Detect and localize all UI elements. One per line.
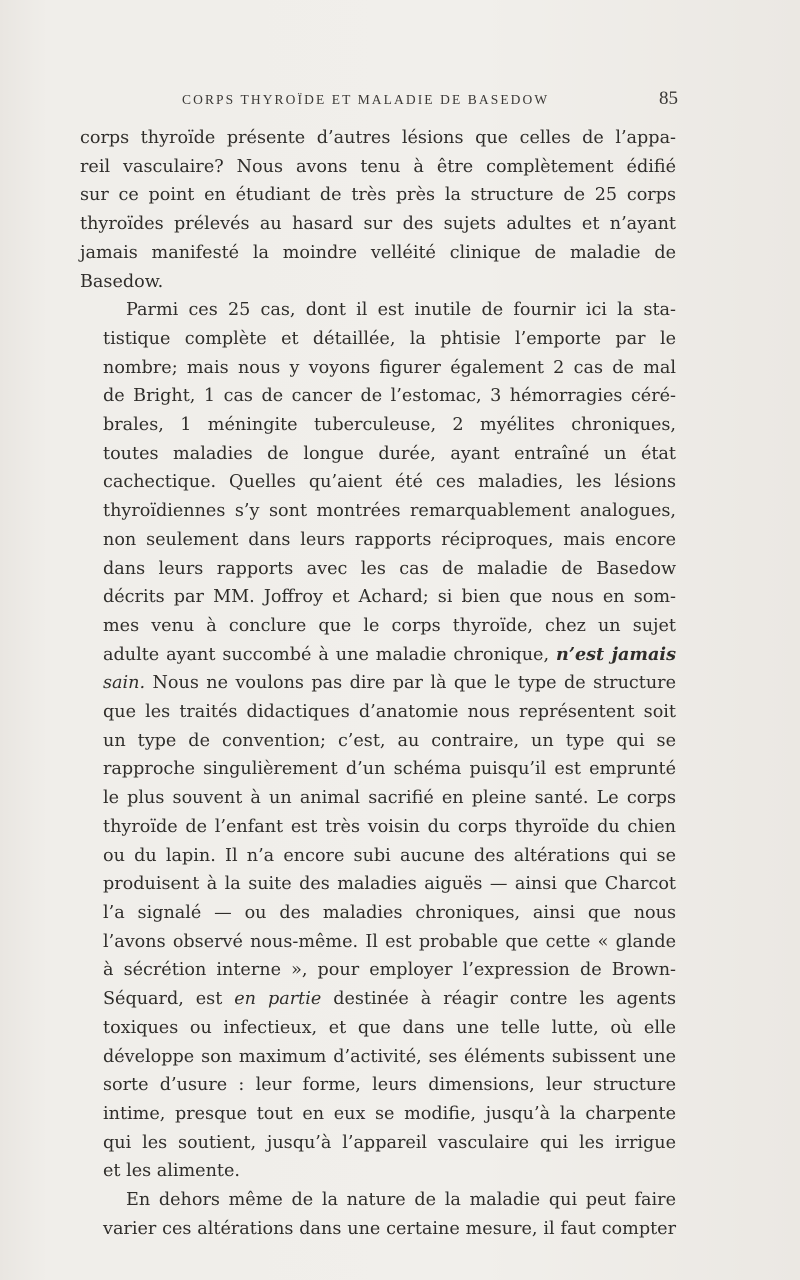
emphasis-sain: sain. <box>103 673 146 694</box>
text-line: sur ce point en étudiant de très près la structure de 25 corps <box>80 185 676 206</box>
text-line: jamais manifesté la moindre velléité clinique de maladie de <box>80 242 676 263</box>
text-line: ou du lapin. Il n’a encore subi aucune des altérations qui se <box>103 845 676 866</box>
text-line: produisent à la suite des maladies aiguës — ainsi que Charcot <box>103 874 676 895</box>
text-line: varier ces altérations dans une certaine mesure, il faut compter <box>103 1218 676 1239</box>
running-head: CORPS THYROÏDE ET MALADIE DE BASEDOW <box>182 92 550 107</box>
text-line-with-emphasis <box>80 985 676 1014</box>
emphasis-n-est-jamais: n’est jamais <box>556 643 677 665</box>
text-line: décrits par MM. Joffroy et Achard; si bien que nous en som- <box>103 587 676 608</box>
emphasis-en-partie: en partie <box>234 989 322 1010</box>
text-line <box>80 669 676 698</box>
paragraph-2 <box>80 296 676 1186</box>
text-line: que les traités didactiques d’anatomie nous représentent soit <box>103 702 676 723</box>
body-text <box>80 124 676 1243</box>
text-line: thyroïdiennes s’y sont montrées remarquablement analogues, <box>103 501 676 522</box>
text-line: thyroïdes prélevés au hasard sur des sujets adultes et n’ayant <box>80 214 676 235</box>
text-line: thyroïde de l’enfant est très voisin du corps thyroïde du chien <box>103 816 676 837</box>
text-line: tistique complète et détaillée, la phtisie l’emporte par le <box>103 328 676 349</box>
page-number: 85 <box>659 88 678 109</box>
text-line: l’a signalé — ou des maladies chroniques, ainsi que nous <box>103 902 676 923</box>
text-line: l’avons observé nous-même. Il est probable que cette « glande <box>103 931 676 952</box>
text-line: le plus souvent à un animal sacrifié en pleine santé. Le corps <box>103 788 676 809</box>
text-line: intime, presque tout en eux se modifie, jusqu’à la charpente <box>103 1103 676 1124</box>
text-line: corps thyroïde présente d’autres lésions que celles de l’appa- <box>80 128 676 148</box>
text-line-with-emphasis <box>80 641 676 670</box>
text-line: toxiques ou infectieux, et que dans une telle lutte, où elle <box>103 1017 676 1038</box>
paragraph-3 <box>80 1186 676 1243</box>
text-line: toutes maladies de longue durée, ayant entraîné un état <box>103 443 676 464</box>
text-line: à sécrétion interne », pour employer l’expression de Brown- <box>103 960 676 981</box>
text-line: sorte d’usure : leur forme, leurs dimensions, leur structure <box>103 1075 676 1096</box>
text-line: de Bright, 1 cas de cancer de l’estomac, 3 hémorragies céré- <box>103 386 676 407</box>
text-line: rapproche singulièrement d’un schéma puisqu’il est emprunté <box>103 759 676 780</box>
text-line: brales, 1 méningite tuberculeuse, 2 myélites chroniques, <box>103 415 676 436</box>
text-line: Parmi ces 25 cas, dont il est inutile de fournir ici la sta- <box>126 300 676 321</box>
text-segment: Nous ne voulons pas dire par là que le type de structure <box>145 673 676 694</box>
text-line: non seulement dans leurs rapports réciproques, mais encore <box>103 529 676 550</box>
text-line: En dehors même de la nature de la maladie qui peut faire <box>126 1190 676 1211</box>
text-line: développe son maximum d’activité, ses éléments subissent une <box>103 1046 676 1067</box>
text-segment: destinée à réagir contre les agents <box>333 989 677 1010</box>
text-line: dans leurs rapports avec les cas de maladie de Basedow <box>103 558 676 579</box>
text-line: et les alimente. <box>103 1161 240 1182</box>
text-segment: adulte ayant succombé à une maladie chronique, <box>103 644 550 665</box>
text-line: qui les soutient, jusqu’à l’appareil vasculaire qui les irrigue <box>103 1132 676 1153</box>
text-line: mes venu à conclure que le corps thyroïde, chez un sujet <box>103 615 676 636</box>
text-line: reil vasculaire? Nous avons tenu à être complètement édifié <box>80 156 676 177</box>
text-line: cachectique. Quelles qu’aient été ces maladies, les lésions <box>103 472 676 493</box>
text-line: nombre; mais nous y voyons figurer également 2 cas de mal <box>103 357 676 378</box>
text-segment: Séquard, est <box>103 989 223 1010</box>
paragraph-1 <box>80 124 676 296</box>
page-header <box>80 86 680 112</box>
text-line: un type de convention; c’est, au contraire, un type qui se <box>103 730 676 751</box>
text-line: Basedow. <box>80 271 164 292</box>
